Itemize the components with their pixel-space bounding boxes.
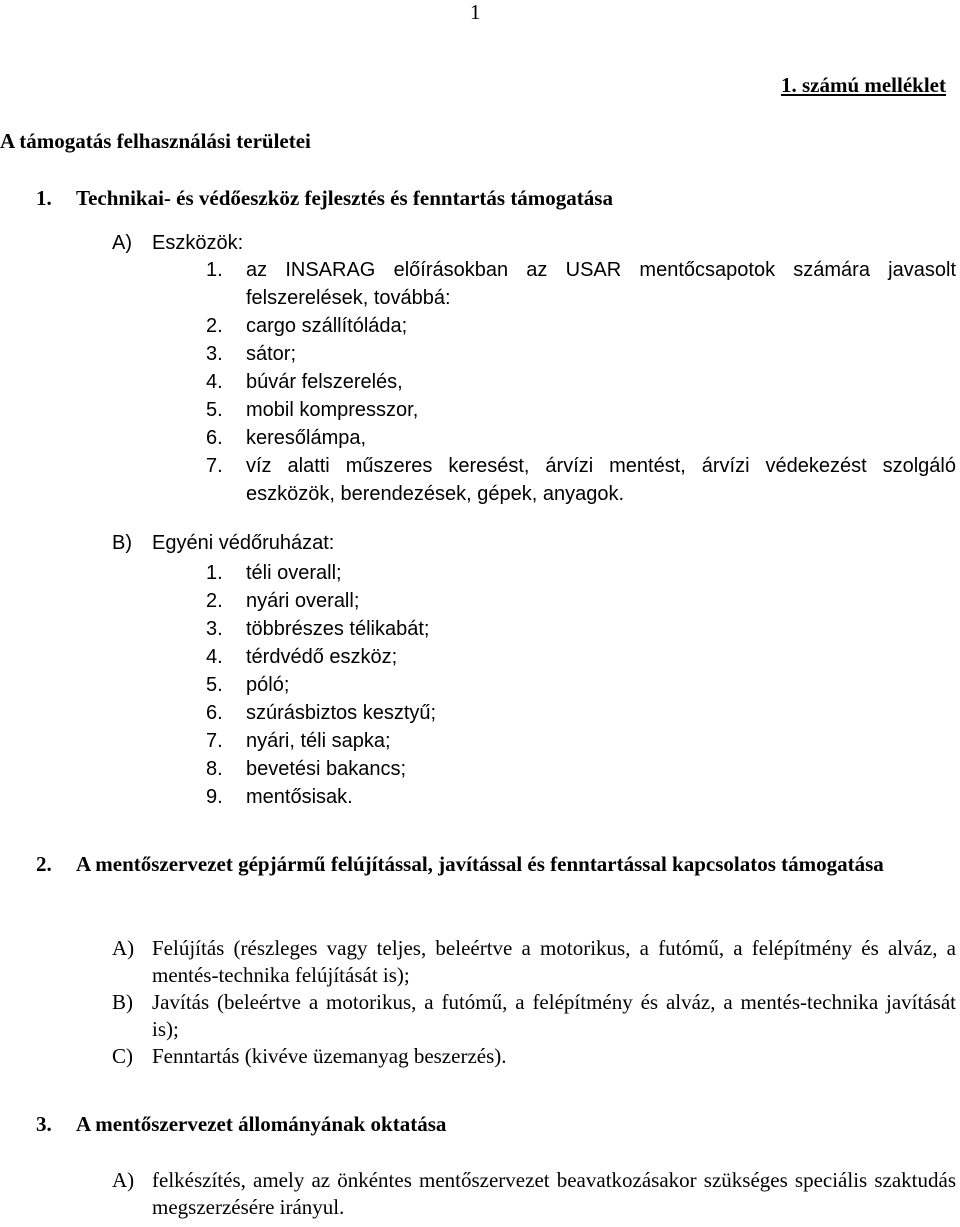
- list-item: 1. téli overall;: [206, 562, 342, 584]
- training-list: [112, 1167, 956, 1221]
- list-item: 3. sátor;: [206, 343, 297, 365]
- list-item: 5. póló;: [206, 674, 290, 696]
- list-item: 2. nyári overall;: [206, 590, 360, 612]
- subsection-label: Eszközök:: [152, 232, 244, 254]
- section-title: A mentőszervezet gépjármű felújítással, javítással és fenntartással kapcsolatos támogatása: [76, 852, 884, 876]
- section-2-heading: [36, 850, 956, 878]
- list-item: 3. többrészes télikabát;: [206, 618, 430, 640]
- annex-label: 1. számú melléklet: [780, 73, 946, 97]
- section-number: 3.: [36, 1112, 52, 1136]
- protective-clothing-list: [206, 559, 956, 811]
- subsection-b-heading: [112, 530, 334, 557]
- list-item: 7. nyári, téli sapka;: [206, 730, 391, 752]
- list-item: 4. térdvédő eszköz;: [206, 646, 398, 668]
- equipment-list: [206, 256, 956, 508]
- list-item: 6. keresőlámpa,: [206, 427, 367, 449]
- section-number: 1.: [36, 186, 52, 210]
- section-title: A mentőszervezet állományának oktatása: [76, 1112, 447, 1136]
- section-number: 2.: [36, 852, 52, 876]
- list-item: 4. búvár felszerelés,: [206, 371, 403, 393]
- list-item: 1. az INSARAG előírásokban az USAR mentőcsapotok számára javasolt felszerelések, továbbá:: [206, 259, 956, 309]
- page-number: 1: [470, 0, 481, 24]
- list-item: 8. bevetési bakancs;: [206, 758, 407, 780]
- list-item: B) Javítás (beleértve a motorikus, a futómű, a felépítmény és alváz, a mentés-technika javítását is);: [112, 990, 956, 1041]
- list-item: 2. cargo szállítóláda;: [206, 315, 408, 337]
- list-item: A) felkészítés, amely az önkéntes mentőszervezet beavatkozásakor szükséges speciális szaktudás megszerzésére irányul.: [112, 1168, 956, 1219]
- list-item: A) Felújítás (részleges vagy teljes, beleértve a motorikus, a futómű, a felépítmény és alváz, a mentés-technika felújítását is);: [112, 936, 956, 987]
- subsection-label: Egyéni védőruházat:: [152, 532, 335, 554]
- section-title: Technikai- és védőeszköz fejlesztés és fenntartás támogatása: [76, 186, 613, 210]
- subsection-a-heading: [112, 230, 243, 257]
- section-3-heading: [36, 1110, 956, 1138]
- subsection-letter: A): [112, 232, 132, 254]
- list-item: 5. mobil kompresszor,: [206, 399, 419, 421]
- document-title: A támogatás felhasználási területei: [0, 129, 311, 153]
- list-item: C) Fenntartás (kivéve üzemanyag beszerzés).: [112, 1044, 507, 1068]
- list-item: 7. víz alatti műszeres keresést, árvízi mentést, árvízi védekezést szolgáló eszközök, berendezések, gépek, anyagok.: [206, 455, 956, 505]
- vehicle-support-list: [112, 935, 956, 1070]
- list-item: 9. mentősisak.: [206, 786, 353, 808]
- subsection-letter: B): [112, 532, 132, 554]
- section-1-heading: [36, 184, 956, 212]
- list-item: 6. szúrásbiztos kesztyű;: [206, 702, 437, 724]
